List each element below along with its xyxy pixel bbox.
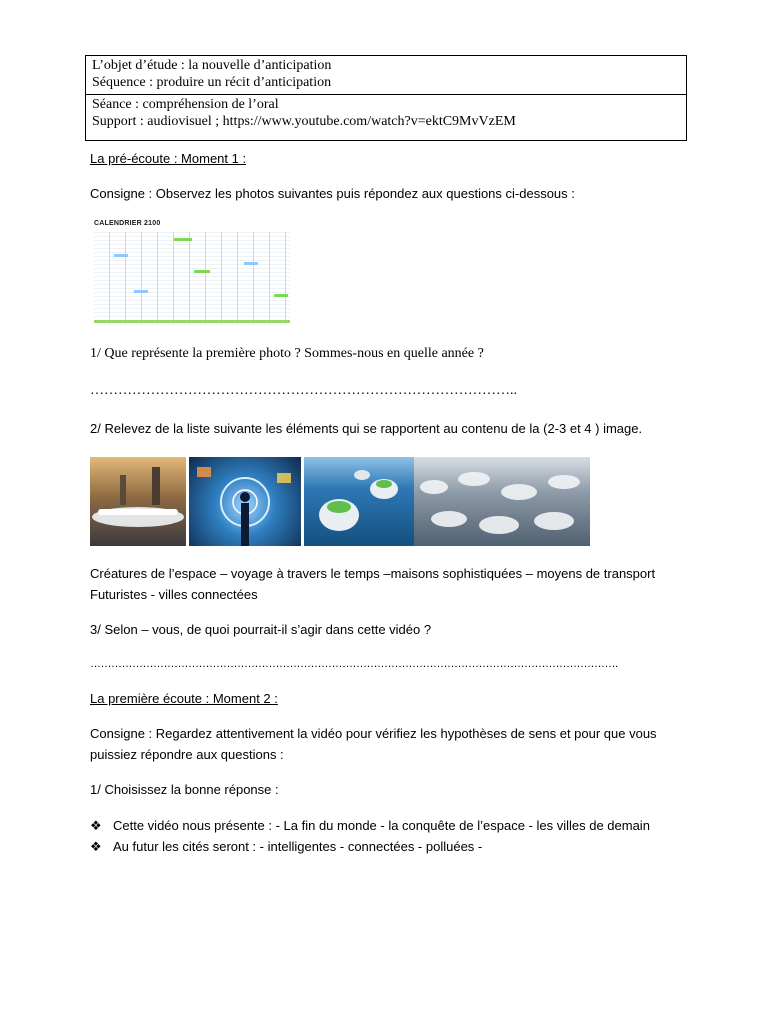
question-1-moment-2: 1/ Choisissez la bonne réponse :: [90, 782, 279, 797]
diamond-bullet-icon: ❖: [90, 818, 102, 833]
heading-moment-1: La pré-écoute : Moment 1 :: [90, 151, 247, 166]
question-1-answer-line: ………………………………………………………………………………..: [90, 383, 517, 398]
bullet-text: Cette vidéo nous présente : - La fin du monde - la conquête de l’espace - les villes de demain: [113, 818, 650, 833]
floating-houses-photo: [304, 457, 414, 546]
sequence: Séquence : produire un récit d’anticipation: [92, 75, 332, 90]
sea-city-photo: [414, 457, 590, 546]
photo-strip: [90, 457, 590, 547]
calendar-highlight: [244, 262, 258, 265]
answer-options: Créatures de l’espace – voyage à travers le temps –maisons sophistiquées – moyens de transport Futuristes - villes connectées: [90, 566, 656, 602]
bullet-item: [90, 815, 680, 836]
calendar-highlight: [134, 290, 148, 293]
calendar-grid: [94, 232, 290, 324]
calendar-highlight: [274, 294, 288, 297]
calendar-highlight: [194, 270, 210, 273]
study-object: L’objet d’étude : la nouvelle d’anticipation: [92, 58, 332, 73]
question-1: 1/ Que représente la première photo ? Sommes-nous en quelle année ?: [90, 346, 484, 361]
consigne-1: Consigne : Observez les photos suivantes puis répondez aux questions ci-dessous :: [90, 186, 575, 201]
consigne-2: Consigne : Regardez attentivement la vidéo pour vérifiez les hypothèses de sens et pour que vous puissiez répondre aux questions :: [90, 726, 657, 762]
bullet-item: [90, 836, 680, 857]
calendar-title: CALENDRIER 2100: [94, 220, 161, 227]
diamond-bullet-icon: ❖: [90, 839, 102, 854]
question-3: 3/ Selon – vous, de quoi pourrait-il s’agir dans cette vidéo ?: [90, 622, 432, 637]
session: Séance : compréhension de l’oral: [92, 97, 279, 112]
futuristic-train-photo: [90, 457, 186, 546]
bullet-text: Au futur les cités seront : - intelligentes - connectées - polluées -: [113, 839, 483, 854]
answer-bullets: [90, 815, 680, 857]
heading-moment-2: La première écoute : Moment 2 :: [90, 691, 278, 706]
header-box: [85, 55, 687, 141]
calendar-highlight: [174, 238, 192, 241]
support-link: Support : audiovisuel ; https://www.youtube.com/watch?v=ektC9MvVzEM: [92, 114, 516, 129]
calendar-footer-strip: [94, 320, 290, 323]
question-2: 2/ Relevez de la liste suivante les éléments qui se rapportent au contenu de la (2-3 et 4 ) image.: [90, 421, 643, 436]
calendar-highlight: [114, 254, 128, 257]
question-3-answer-line: …………………………………………………………………………………………………………………………………….: [90, 658, 618, 670]
header-row-session: [86, 94, 686, 140]
header-row-study: [86, 56, 686, 94]
calendar-image: [92, 220, 292, 326]
connected-city-photo: [189, 457, 301, 546]
